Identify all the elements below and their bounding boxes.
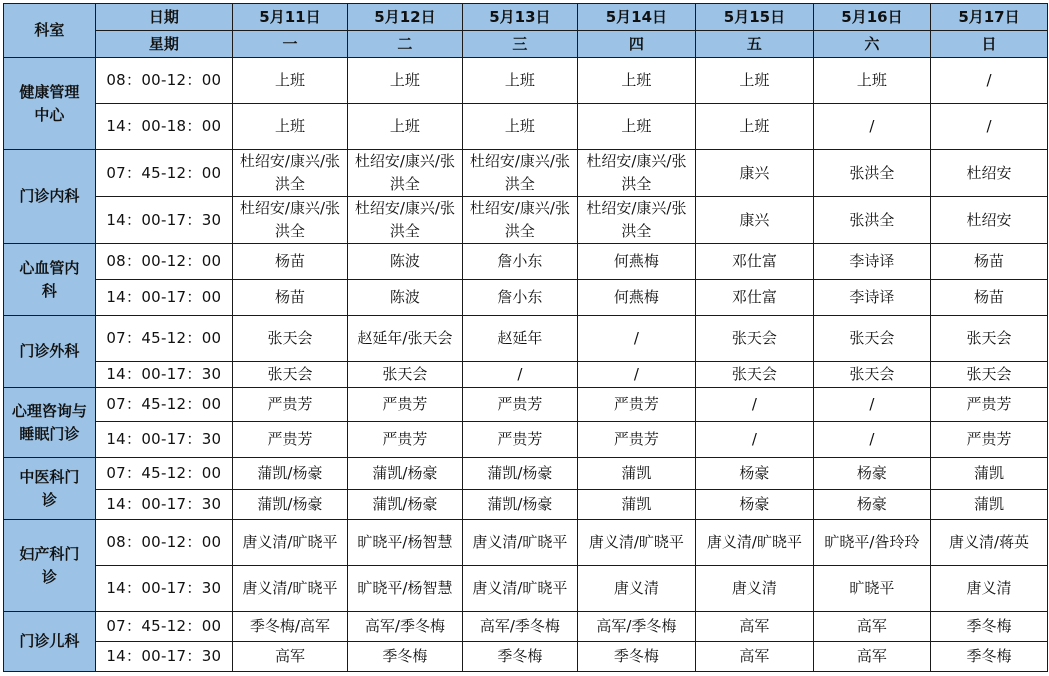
duty-cell: 邓仕富 <box>695 280 813 316</box>
duty-cell: / <box>695 422 813 458</box>
duty-cell: 高军 <box>813 612 930 642</box>
duty-cell: 唐义清/旷晓平 <box>695 520 813 566</box>
weekday-header: 星期 <box>95 31 232 58</box>
weekday-cell: 一 <box>232 31 347 58</box>
duty-cell: 高军 <box>695 612 813 642</box>
duty-cell: 高军 <box>813 642 930 672</box>
duty-cell: 杜绍安/康兴/张洪全 <box>577 150 695 197</box>
schedule-row <box>4 458 1048 490</box>
duty-cell: 季冬梅 <box>930 612 1047 642</box>
duty-cell: 旷晓平 <box>813 566 930 612</box>
duty-cell: 李诗译 <box>813 244 930 280</box>
schedule-row <box>4 612 1048 642</box>
duty-cell: 唐义清 <box>930 566 1047 612</box>
duty-cell: 詹小东 <box>462 280 577 316</box>
duty-cell: 蒲凯 <box>930 490 1047 520</box>
session-time: 07：45-12：00 <box>95 388 232 422</box>
duty-cell: 张天会 <box>347 362 462 388</box>
duty-cell: 赵延年 <box>462 316 577 362</box>
weekday-cell: 二 <box>347 31 462 58</box>
duty-cell: 上班 <box>462 58 577 104</box>
schedule-row <box>4 642 1048 672</box>
duty-cell: 高军/季冬梅 <box>577 612 695 642</box>
duty-cell: / <box>695 388 813 422</box>
duty-cell: 张洪全 <box>813 150 930 197</box>
duty-cell: 杨苗 <box>930 244 1047 280</box>
duty-cell: 蒲凯 <box>577 458 695 490</box>
date-header: 日期 <box>95 4 232 31</box>
duty-cell: 上班 <box>695 58 813 104</box>
duty-cell: 张天会 <box>813 316 930 362</box>
department-name: 健康管理中心 <box>4 58 96 150</box>
schedule-row <box>4 422 1048 458</box>
weekday-cell: 五 <box>695 31 813 58</box>
duty-cell: 蒲凯/杨豪 <box>347 458 462 490</box>
session-time: 14：00-18：00 <box>95 104 232 150</box>
duty-cell: 杜绍安 <box>930 150 1047 197</box>
duty-cell: 高军 <box>695 642 813 672</box>
duty-cell: 高军/季冬梅 <box>462 612 577 642</box>
duty-cell: 唐义清/旷晓平 <box>462 520 577 566</box>
duty-cell: 詹小东 <box>462 244 577 280</box>
duty-cell: 杨苗 <box>930 280 1047 316</box>
duty-cell: 严贵芳 <box>347 388 462 422</box>
weekday-cell: 日 <box>930 31 1047 58</box>
duty-cell: 蒲凯 <box>577 490 695 520</box>
schedule-row <box>4 150 1048 197</box>
duty-cell: 季冬梅 <box>930 642 1047 672</box>
duty-cell: / <box>930 58 1047 104</box>
duty-schedule-table <box>3 3 1048 672</box>
duty-cell: 赵延年/张天会 <box>347 316 462 362</box>
schedule-row <box>4 197 1048 244</box>
schedule-row <box>4 316 1048 362</box>
schedule-row <box>4 362 1048 388</box>
header-row-weekdays <box>4 31 1048 58</box>
duty-cell: 上班 <box>462 104 577 150</box>
date-cell: 5月12日 <box>347 4 462 31</box>
date-cell: 5月15日 <box>695 4 813 31</box>
duty-cell: 杨豪 <box>695 490 813 520</box>
duty-cell: 旷晓平/杨智慧 <box>347 566 462 612</box>
duty-cell: 张洪全 <box>813 197 930 244</box>
duty-cell: 杜绍安/康兴/张洪全 <box>347 197 462 244</box>
duty-cell: 张天会 <box>813 362 930 388</box>
duty-cell: 杨豪 <box>813 490 930 520</box>
date-cell: 5月11日 <box>232 4 347 31</box>
duty-cell: 上班 <box>695 104 813 150</box>
duty-cell: 张天会 <box>695 362 813 388</box>
session-time: 14：00-17：30 <box>95 422 232 458</box>
duty-cell: 张天会 <box>930 362 1047 388</box>
duty-cell: 何燕梅 <box>577 280 695 316</box>
duty-cell: / <box>813 422 930 458</box>
session-time: 14：00-17：00 <box>95 280 232 316</box>
duty-cell: 唐义清/蒋英 <box>930 520 1047 566</box>
weekday-cell: 三 <box>462 31 577 58</box>
session-time: 14：00-17：30 <box>95 490 232 520</box>
session-time: 07：45-12：00 <box>95 316 232 362</box>
duty-cell: 严贵芳 <box>930 388 1047 422</box>
duty-cell: 杜绍安/康兴/张洪全 <box>462 197 577 244</box>
department-name: 心理咨询与睡眠门诊 <box>4 388 96 458</box>
session-time: 07：45-12：00 <box>95 150 232 197</box>
duty-cell: 严贵芳 <box>232 422 347 458</box>
duty-cell: 蒲凯/杨豪 <box>232 458 347 490</box>
duty-cell: 康兴 <box>695 197 813 244</box>
session-time: 07：45-12：00 <box>95 612 232 642</box>
date-cell: 5月16日 <box>813 4 930 31</box>
duty-cell: 旷晓平/杨智慧 <box>347 520 462 566</box>
schedule-body <box>4 4 1048 672</box>
duty-cell: 上班 <box>232 104 347 150</box>
duty-cell: 季冬梅 <box>462 642 577 672</box>
duty-cell: / <box>813 104 930 150</box>
header-row-dates <box>4 4 1048 31</box>
schedule-row <box>4 520 1048 566</box>
duty-cell: 唐义清/旷晓平 <box>577 520 695 566</box>
department-name: 门诊儿科 <box>4 612 96 672</box>
duty-cell: 季冬梅 <box>577 642 695 672</box>
duty-cell: 杜绍安/康兴/张洪全 <box>347 150 462 197</box>
duty-cell: 蒲凯/杨豪 <box>462 458 577 490</box>
duty-cell: 高军 <box>232 642 347 672</box>
department-name: 中医科门诊 <box>4 458 96 520</box>
session-time: 08：00-12：00 <box>95 58 232 104</box>
duty-cell: 张天会 <box>232 362 347 388</box>
date-cell: 5月14日 <box>577 4 695 31</box>
duty-cell: 陈波 <box>347 244 462 280</box>
duty-cell: / <box>577 362 695 388</box>
date-cell: 5月17日 <box>930 4 1047 31</box>
duty-cell: 杜绍安/康兴/张洪全 <box>232 197 347 244</box>
duty-cell: 何燕梅 <box>577 244 695 280</box>
dept-header: 科室 <box>4 4 96 58</box>
date-cell: 5月13日 <box>462 4 577 31</box>
duty-cell: 严贵芳 <box>930 422 1047 458</box>
session-time: 14：00-17：30 <box>95 566 232 612</box>
duty-cell: 唐义清/旷晓平 <box>232 520 347 566</box>
duty-cell: 杨苗 <box>232 280 347 316</box>
duty-cell: 张天会 <box>232 316 347 362</box>
session-time: 08：00-12：00 <box>95 520 232 566</box>
duty-cell: 唐义清 <box>577 566 695 612</box>
duty-cell: 张天会 <box>930 316 1047 362</box>
duty-cell: / <box>462 362 577 388</box>
duty-cell: 杨豪 <box>813 458 930 490</box>
duty-cell: / <box>577 316 695 362</box>
duty-cell: 上班 <box>577 58 695 104</box>
schedule-row <box>4 490 1048 520</box>
duty-cell: / <box>930 104 1047 150</box>
duty-cell: 上班 <box>813 58 930 104</box>
duty-cell: 杨豪 <box>695 458 813 490</box>
session-time: 08：00-12：00 <box>95 244 232 280</box>
duty-cell: 上班 <box>347 104 462 150</box>
duty-cell: 严贵芳 <box>232 388 347 422</box>
duty-cell: 蒲凯/杨豪 <box>347 490 462 520</box>
duty-cell: 上班 <box>347 58 462 104</box>
duty-cell: 上班 <box>232 58 347 104</box>
schedule-row <box>4 244 1048 280</box>
duty-cell: 陈波 <box>347 280 462 316</box>
duty-cell: 唐义清 <box>695 566 813 612</box>
duty-cell: 蒲凯/杨豪 <box>232 490 347 520</box>
duty-cell: 严贵芳 <box>462 422 577 458</box>
duty-cell: 杜绍安/康兴/张洪全 <box>577 197 695 244</box>
duty-cell: 唐义清/旷晓平 <box>232 566 347 612</box>
session-time: 14：00-17：30 <box>95 642 232 672</box>
department-name: 门诊内科 <box>4 150 96 244</box>
duty-cell: 李诗译 <box>813 280 930 316</box>
duty-cell: 上班 <box>577 104 695 150</box>
session-time: 14：00-17：30 <box>95 362 232 388</box>
duty-cell: 季冬梅 <box>347 642 462 672</box>
duty-cell: / <box>813 388 930 422</box>
duty-cell: 严贵芳 <box>347 422 462 458</box>
duty-cell: 蒲凯/杨豪 <box>462 490 577 520</box>
duty-cell: 杜绍安/康兴/张洪全 <box>462 150 577 197</box>
duty-cell: 杜绍安 <box>930 197 1047 244</box>
department-name: 妇产科门诊 <box>4 520 96 612</box>
duty-cell: 高军/季冬梅 <box>347 612 462 642</box>
duty-cell: 旷晓平/昝玲玲 <box>813 520 930 566</box>
schedule-row <box>4 566 1048 612</box>
weekday-cell: 四 <box>577 31 695 58</box>
duty-cell: 季冬梅/高军 <box>232 612 347 642</box>
department-name: 门诊外科 <box>4 316 96 388</box>
schedule-row <box>4 280 1048 316</box>
duty-cell: 康兴 <box>695 150 813 197</box>
duty-cell: 杨苗 <box>232 244 347 280</box>
session-time: 14：00-17：30 <box>95 197 232 244</box>
duty-cell: 杜绍安/康兴/张洪全 <box>232 150 347 197</box>
duty-cell: 严贵芳 <box>462 388 577 422</box>
duty-cell: 蒲凯 <box>930 458 1047 490</box>
schedule-row <box>4 104 1048 150</box>
duty-cell: 严贵芳 <box>577 422 695 458</box>
duty-cell: 唐义清/旷晓平 <box>462 566 577 612</box>
department-name: 心血管内科 <box>4 244 96 316</box>
duty-cell: 邓仕富 <box>695 244 813 280</box>
schedule-row <box>4 388 1048 422</box>
schedule-row <box>4 58 1048 104</box>
duty-cell: 严贵芳 <box>577 388 695 422</box>
session-time: 07：45-12：00 <box>95 458 232 490</box>
weekday-cell: 六 <box>813 31 930 58</box>
duty-cell: 张天会 <box>695 316 813 362</box>
